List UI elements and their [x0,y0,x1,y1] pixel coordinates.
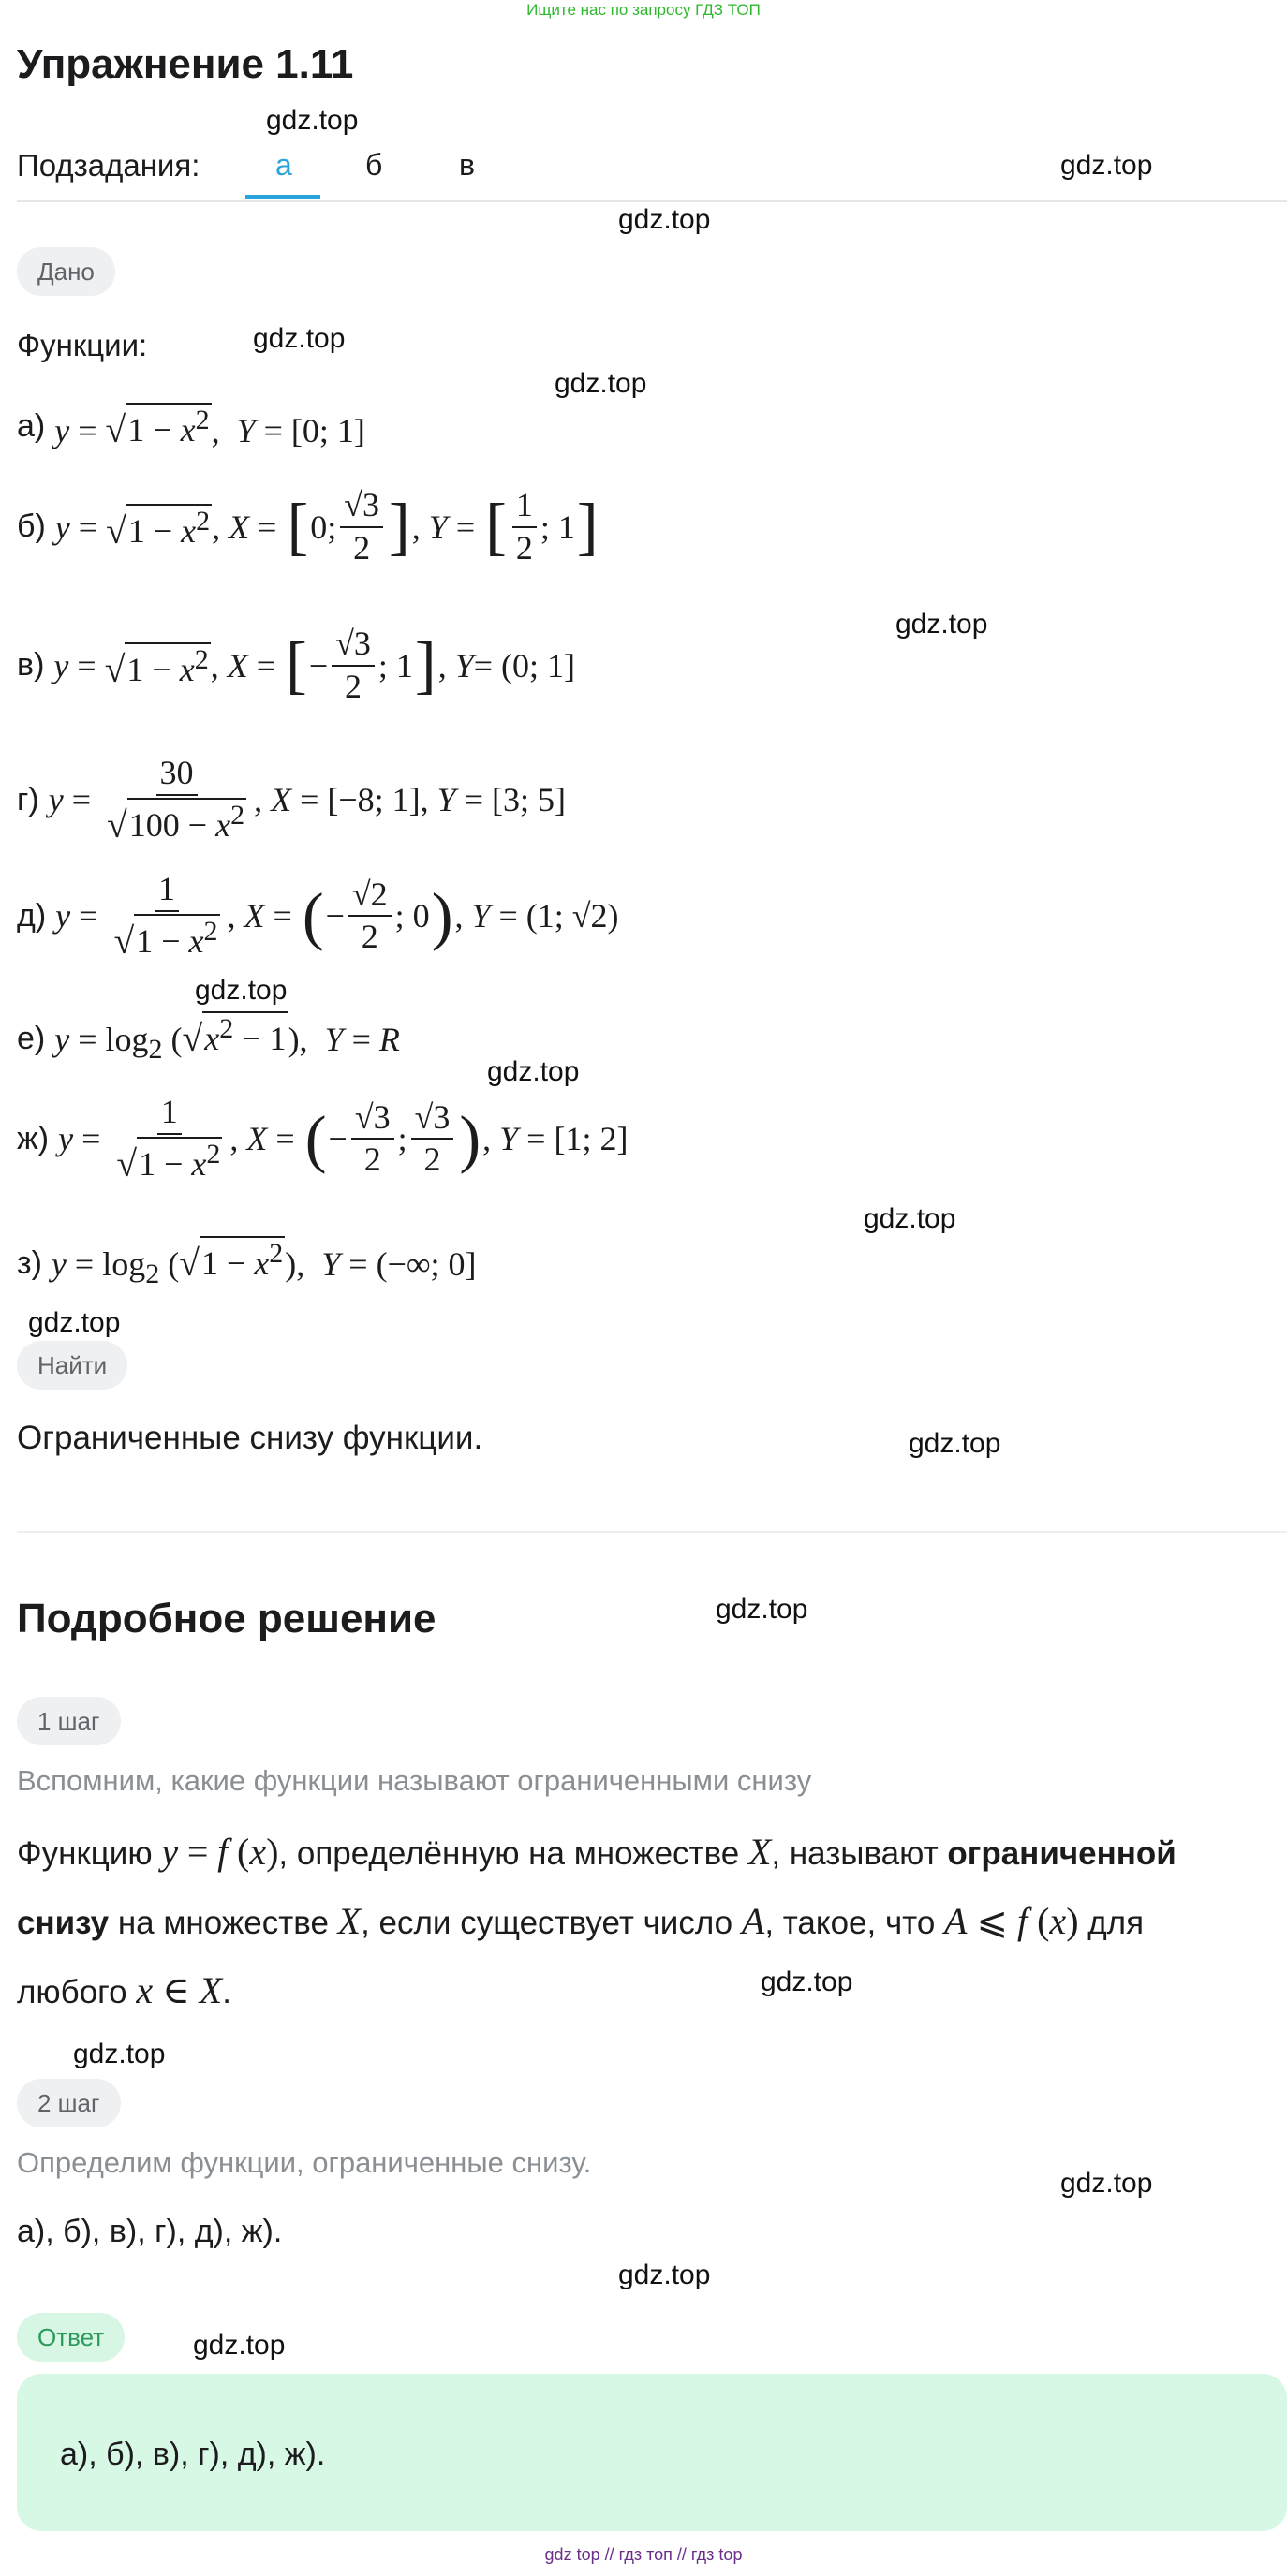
tab-a[interactable]: а [275,148,292,182]
formula-v: y = √ $1 - x^2$ , X = [ − $\frac{√3}{2}$ ; 1 ] , Y = (0; 1] [53,625,575,705]
page-title: Упражнение 1.11 [17,41,354,87]
formula-b: y = √ $1 - x^2$ , X = [ 0; $\frac{√3}{2}$ ] , Y = [ $\frac{1}{2}$ ; 1 ] [54,486,599,567]
tab-v[interactable]: в [459,148,475,182]
functions-label: Функции: [17,328,148,362]
function-item-z [17,1236,477,1290]
watermark: gdz.top [193,2330,286,2361]
watermark: gdz.top [895,609,988,640]
answer-text: а), б), в), г), д), ж). [60,2436,326,2472]
watermark: gdz.top [555,368,647,399]
watermark: gdz.top [487,1056,580,1087]
function-item-d [17,871,619,961]
watermark: gdz.top [618,2260,711,2290]
watermark: gdz.top [1060,2168,1153,2199]
watermark: gdz.top [909,1428,1001,1459]
solution-title: Подробное решение [17,1596,436,1641]
watermark: gdz.top [73,2039,166,2069]
section-divider [17,1531,1287,1533]
definition-line-3: любого x ∈ X. [17,1969,231,2011]
item-label: з) [17,1244,42,1281]
step1-hint: Вспомним, какие функции называют ограниченными снизу [17,1764,812,1797]
item-label: в) [17,647,45,684]
subtasks-label: Подзадания: [17,148,200,183]
step1-pill: 1 шаг [17,1697,121,1745]
step2-text: а), б), в), г), д), ж). [17,2214,283,2249]
step2-pill: 2 шаг [17,2079,121,2127]
function-item-e [17,1011,400,1066]
formula-g: y = 30 √ $100 - x^2$ , X = [−8; 1], Y = [3; 5] [48,754,566,846]
definition-line-2: снизу на множестве X, если существует число A, такое, что A ⩽ f (x) для [17,1900,1145,1942]
active-tab-underline [245,195,320,199]
given-pill: Дано [17,247,115,296]
watermark: gdz.top [864,1203,956,1234]
step2-hint: Определим функции, ограниченные снизу. [17,2146,592,2179]
item-label: а) [17,408,46,444]
answer-pill: Ответ [17,2313,125,2362]
item-label: д) [17,897,47,934]
item-label: б) [17,508,46,545]
watermark: gdz.top [1060,150,1153,181]
footer-links[interactable]: gdz top // гдз топ // гдз top [544,2545,743,2564]
definition-paragraph [17,1818,1176,2026]
find-text: Ограниченные снизу функции. [17,1420,483,1456]
watermark: gdz.top [716,1594,808,1625]
function-item-v [17,626,575,705]
function-item-b [17,487,600,567]
formula-d: y = 1 √ $1 - x^2$ , X = ( − $\frac{√2}{2}$ ; 0 ) , Y = (1; √2) [55,870,619,962]
tabs-divider [17,200,1287,202]
tab-b[interactable]: б [365,148,383,182]
formula-e: $y = \log_2$ ( √ $x^2 - 1$ ), Y = R [54,1013,400,1066]
formula-a: y = √ $1 - x^2$ , Y = [0; 1] [54,405,365,450]
watermark: gdz.top [28,1307,121,1338]
item-label: ж) [17,1120,50,1156]
function-item-zh [17,1094,628,1184]
definition-line-1: Функцию y = f (x), определённую на множестве X, называют ограниченной [17,1831,1176,1873]
function-item-a [17,403,365,450]
watermark: gdz.top [266,105,359,136]
watermark: gdz.top [761,1966,853,1997]
find-pill: Найти [17,1341,127,1390]
watermark: gdz.top [618,204,711,235]
formula-zh: y = 1 √ $1 - x^2$ , X = ( − $\frac{√3}{2}$ ; $\frac{√3}{2}$ ) , Y = [1; 2] [58,1093,629,1185]
item-label: е) [17,1020,46,1056]
top-banner: Ищите нас по запросу ГДЗ ТОП [526,1,761,19]
item-label: г) [17,781,39,817]
watermark: gdz.top [253,323,346,354]
formula-z: $y = \log_2$ ( √ $1 - x^2$ ), Y = (−∞; 0] [51,1238,477,1290]
function-item-g [17,755,566,845]
watermark: gdz.top [195,975,288,1006]
